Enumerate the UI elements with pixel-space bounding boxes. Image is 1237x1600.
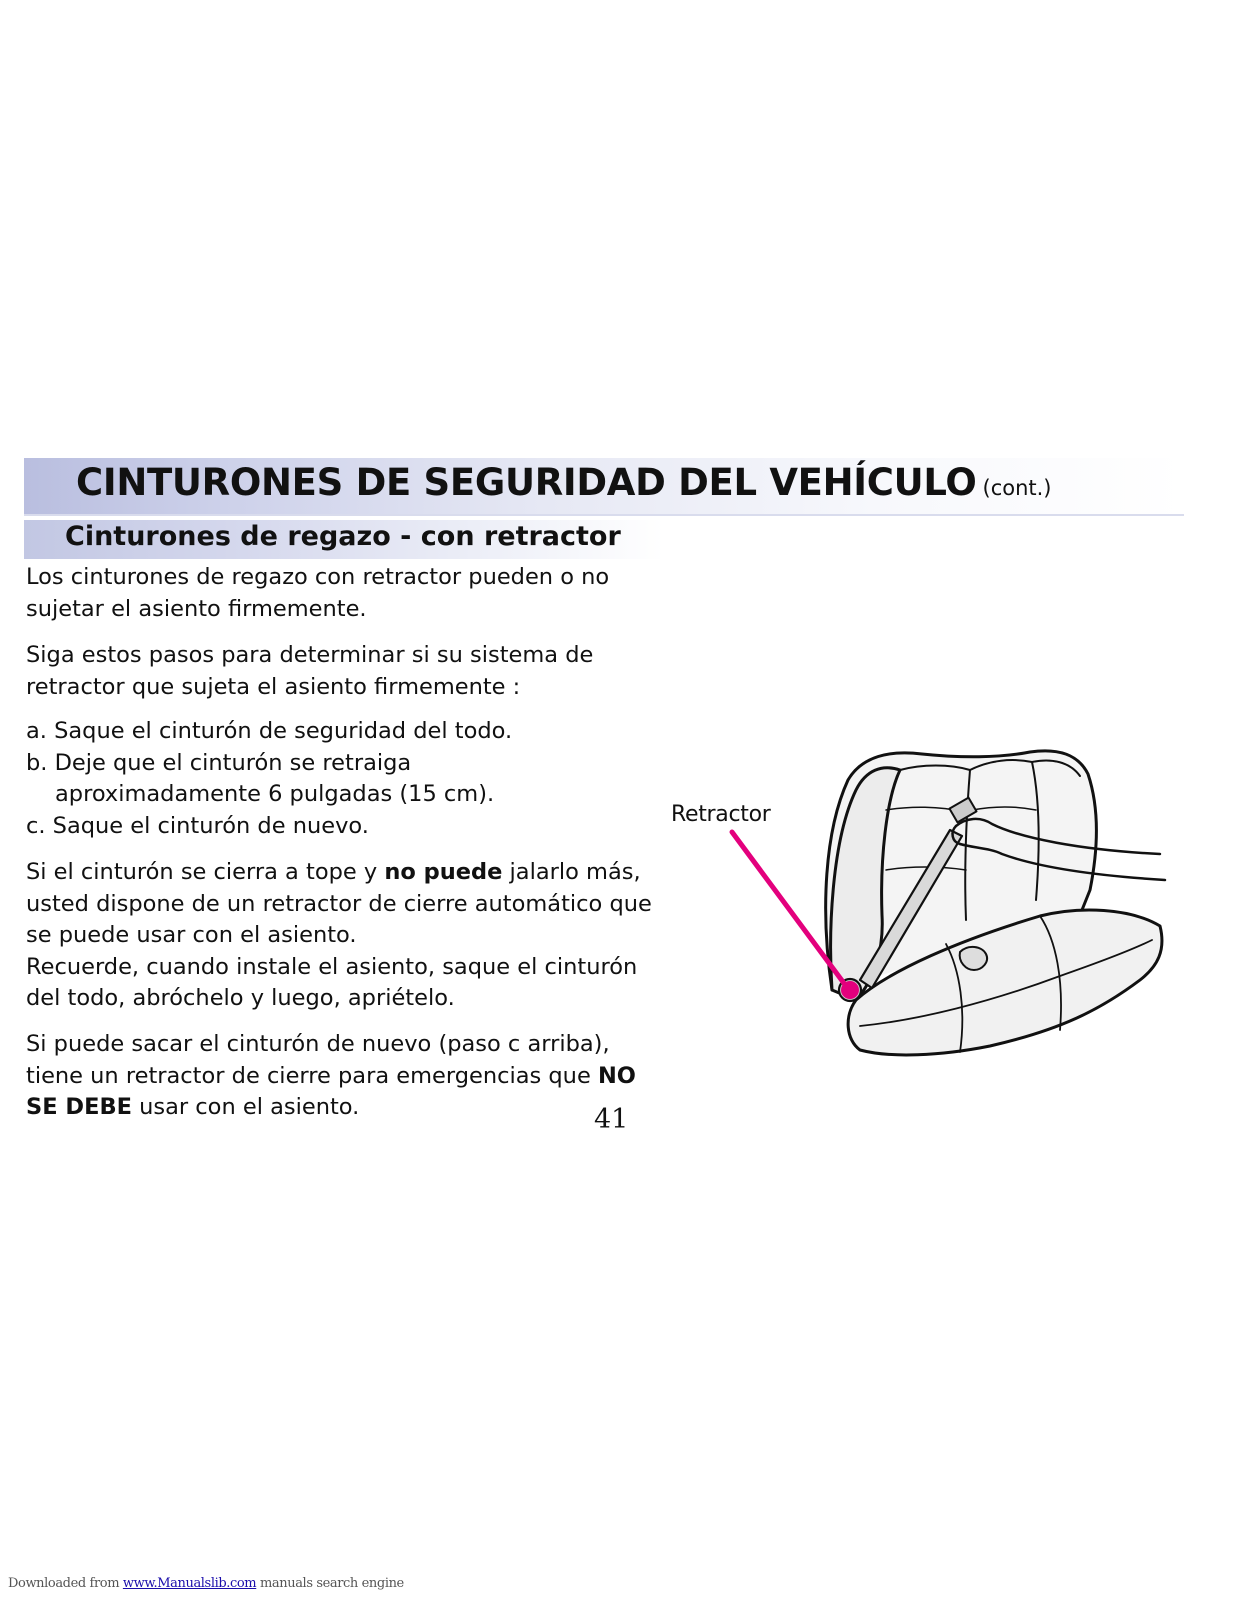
locked-bold: no puede [384,859,503,885]
emergency-text-1: Si puede sacar el cinturón de nuevo (paso c arriba), tiene un retractor de cierre para emergencias que [26,1031,610,1089]
footer-suffix: manuals search engine [256,1576,404,1591]
step-a: a. Saque el cinturón de seguridad del todo. [26,718,513,744]
intro-paragraph: Los cinturones de regazo con retractor pueden o no sujetar el asiento firmemente. [26,564,610,622]
locked-retractor-paragraph [26,857,671,1015]
retractor-label: Retractor [671,802,771,827]
manualslib-link[interactable]: www.Manualslib.com [122,1576,257,1591]
section-title: Cinturones de regazo - con retractor [65,521,621,552]
remember-text: Recuerde, cuando instale el asiento, saque el cinturón del todo, abróchelo y luego, apriételo. [26,953,638,1011]
page-title-text: CINTURONES DE SEGURIDAD DEL VEHÍCULO [76,461,977,504]
emergency-bold: NO SE DEBE [26,1062,636,1120]
steps-intro-paragraph: Siga estos pasos para determinar si su sistema de retractor que sujeta el asiento firmemente : [26,642,594,700]
emergency-text-2: usar con el asiento. [131,1094,360,1120]
page-title [76,461,1052,504]
steps-list [26,716,671,842]
emergency-retractor-paragraph [26,1029,671,1124]
footer [8,1576,404,1591]
retractor-pointer-dot [841,981,859,999]
footer-prefix: Downloaded from [8,1576,123,1591]
page-number: 41 [594,1104,629,1135]
locked-text-1: Si el cinturón se cierra a tope y [26,859,385,885]
step-c: c. Saque el cinturón de nuevo. [26,812,369,839]
step-b-continued: aproximadamente 6 pulgadas (15 cm). [55,781,495,807]
step-b: b. Deje que el cinturón se retraiga [26,749,412,776]
locked-text-2: jalarlo más, usted dispone de un retractor de cierre automático que se puede usar con el asiento. [26,859,652,948]
page-title-suffix: (cont.) [982,476,1052,500]
car-seat-belt-illustration-icon [660,740,1180,1070]
